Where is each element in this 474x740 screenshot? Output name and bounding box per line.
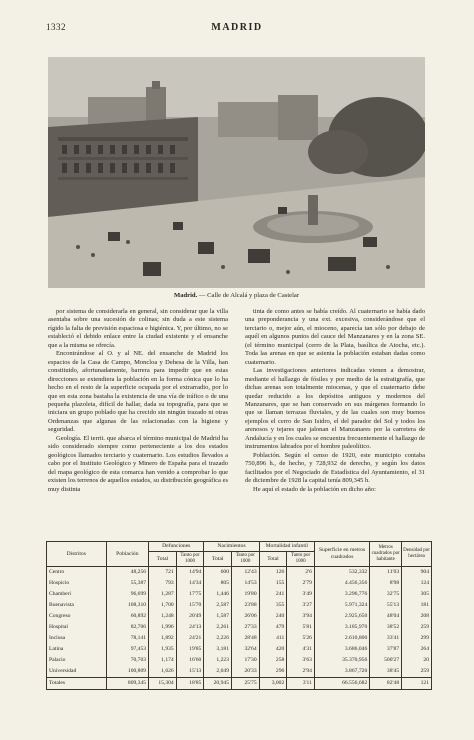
value-cell: 26'06 <box>232 611 260 622</box>
value-cell: 721 <box>149 567 177 579</box>
value-cell: 5'81 <box>287 622 315 633</box>
district-cell: Hospital <box>47 622 107 633</box>
district-cell: Buenavista <box>47 600 107 611</box>
value-cell: 14'94 <box>176 567 204 579</box>
district-cell: Latina <box>47 644 107 655</box>
value-cell: 1,446 <box>204 589 232 600</box>
value-cell: 3'49 <box>287 589 315 600</box>
value-cell: 12'43 <box>232 567 260 579</box>
value-cell: 82,706 <box>106 622 149 633</box>
value-cell: 3,181 <box>204 644 232 655</box>
value-cell: 3,002 <box>259 678 287 690</box>
value-cell: 55'13 <box>370 600 402 611</box>
value-cell: 1,892 <box>149 633 177 644</box>
photo-illustration <box>48 57 425 288</box>
district-cell: Inclusa <box>47 633 107 644</box>
value-cell: 14'34 <box>176 578 204 589</box>
value-cell: 66.556,682 <box>314 678 369 690</box>
value-cell: 2'6 <box>287 567 315 579</box>
value-cell: 3'11 <box>287 678 315 690</box>
value-cell: 19'85 <box>176 644 204 655</box>
value-cell: 60,892 <box>106 611 149 622</box>
table-row <box>47 567 432 579</box>
table-total-row <box>47 678 432 690</box>
value-cell: 15,304 <box>149 678 177 690</box>
value-cell: 19'80 <box>232 589 260 600</box>
district-cell: Universidad <box>47 666 107 678</box>
value-cell: 2.925,650 <box>314 611 369 622</box>
value-cell: 3'94 <box>287 611 315 622</box>
value-cell: 20'49 <box>176 611 204 622</box>
value-cell: 3.686,046 <box>314 644 369 655</box>
district-cell: Totales <box>47 678 107 690</box>
value-cell: 1,996 <box>149 622 177 633</box>
district-cell: Chamberí <box>47 589 107 600</box>
value-cell: 2,049 <box>204 666 232 678</box>
value-cell: 2,261 <box>204 622 232 633</box>
value-cell: 3.867,720 <box>314 666 369 678</box>
running-title: MADRID <box>211 22 263 33</box>
value-cell: 5.971,324 <box>314 600 369 611</box>
district-cell: Hospicio <box>47 578 107 589</box>
value-cell: 1,626 <box>149 666 177 678</box>
caption-text: — Calle de Alcalá y plaza de Castelar <box>197 292 300 299</box>
value-cell: 25'75 <box>232 678 260 690</box>
value-cell: 16'60 <box>176 655 204 666</box>
value-cell: 4'31 <box>287 644 315 655</box>
header-metros-hab: Metros cuadrados por habitante <box>370 542 402 567</box>
value-cell: 20'33 <box>232 666 260 678</box>
district-cell: Palacio <box>47 655 107 666</box>
caption-place: Madrid. <box>173 292 198 299</box>
value-cell: 48,256 <box>106 567 149 579</box>
value-cell: 2,587 <box>204 600 232 611</box>
value-cell: 259 <box>402 666 432 678</box>
value-cell: 37'87 <box>370 644 402 655</box>
paragraph: Las investigaciones anteriores indicadas vienen a demostrar, mediante el hallazgo de fósiles y por medio de la estratigrafía, que dichas arenas son totalmente miocenas, y que el cuaternario debe quedar reducido a los depósitos antiguos y modernos del Manzanares, que se han conservado en sus márgenes formando lo que se llaman terrazas fluviales, y de las cuales son muy buenos ejemplos el cerro de San Isidro, el del parador del Sol y todos los arenosos y tejares que jalonan el Manzanares por la carretera de Andalucía y en los cuales se encuentra frecuentemente el hallazgo de instrumentos labrados por el hombre paleolítico. <box>245 367 425 451</box>
value-cell: 181 <box>402 600 432 611</box>
text-column-left <box>48 308 228 538</box>
value-cell: 296 <box>259 666 287 678</box>
header-distritos: Distritos <box>47 542 107 567</box>
photo-caption <box>48 292 425 299</box>
value-cell: 96,699 <box>106 589 149 600</box>
value-cell: 1,287 <box>149 589 177 600</box>
value-cell: 17'30 <box>232 655 260 666</box>
table-row <box>47 622 432 633</box>
subheader-total: Total <box>204 552 232 567</box>
value-cell: 208 <box>402 611 432 622</box>
value-cell: 8'98 <box>370 578 402 589</box>
table-row <box>47 666 432 678</box>
value-cell: 4.456,356 <box>314 578 369 589</box>
paragraph: tinta de como antes se había creído. Al cuaternario se había dado una preponderancia y una ext. excesiva, considerándose que el terciario o, mejor aún, el mioceno, aparecía tan sólo por debajo de aquél en algunos puntos del cauce del Manzanares y en la zona SE. (el término municipal (cerro de la Plata, basílica de Atocha, etc.). Toda las arenas en que se asienta la población estaban dadas como cuaternario. <box>245 308 425 366</box>
value-cell: 793 <box>149 578 177 589</box>
value-cell: 18'85 <box>176 678 204 690</box>
population-table <box>46 541 432 690</box>
header-superficie: Superficie en metros cuadrados <box>314 542 369 567</box>
value-cell: 24'21 <box>176 633 204 644</box>
subheader-tanto: Tanto por 1000 <box>232 552 260 567</box>
paragraph: Geología. El territ. que abarca el término municipal de Madrid ha sido considerado siempre como perteneciente a los dos estados geológicos llamados terciario y cuaternario. Los estudios llevados a cabo por el Instituto Geológico y Minero de España para el trazado del mapa geológico de esta comarca han venido a comprobar lo que existen los terrenos de aquellos estados, su distribución geográfica es muy distinta <box>48 434 228 493</box>
value-cell: 5'26 <box>287 633 315 644</box>
photograph <box>48 57 425 288</box>
header-poblacion: Población <box>106 542 149 567</box>
value-cell: 355 <box>259 600 287 611</box>
statistics-table <box>46 541 432 690</box>
value-cell: 32'75 <box>370 589 402 600</box>
paragraph: por sistema de considerarla en general, sin considerar que la villa asentaba sobre una sucesión de colinas; sin duda a este sistema rígido la falta de previsión espaciosa e higiénica. Y, por último, no se estableció el debido enlace entre la ciudad existente y el ensanche que a la misma se ofrecía. <box>48 308 228 349</box>
subheader-tanto: Tanto por 1000 <box>287 552 315 567</box>
table-body <box>47 567 432 690</box>
value-cell: 258 <box>259 655 287 666</box>
value-cell: 33'41 <box>370 633 402 644</box>
value-cell: 1,935 <box>149 644 177 655</box>
paragraph: Población. Según el censo de 1920, este municipio contaba 750,896 h., de hecho, y 728,932 de derecho, y según los datos facilitados por el Negociado de Estadística del Ayuntamiento, el 31 de diciembre de 1928 la capital tenía 809,345 h. <box>245 451 425 485</box>
value-cell: 305 <box>402 589 432 600</box>
subheader-total: Total <box>149 552 177 567</box>
page-header <box>46 22 428 36</box>
value-cell: 2'79 <box>287 578 315 589</box>
value-cell: 259 <box>402 622 432 633</box>
value-cell: 27'33 <box>232 622 260 633</box>
page-number: 1332 <box>46 22 66 32</box>
table-row <box>47 611 432 622</box>
value-cell: 3.185,970 <box>314 622 369 633</box>
value-cell: 241 <box>259 589 287 600</box>
value-cell: 55,387 <box>106 578 149 589</box>
value-cell: 264 <box>402 644 432 655</box>
header-densidad: Densidad por hectárea <box>402 542 432 567</box>
district-cell: Centro <box>47 567 107 579</box>
header-defunciones: Defunciones <box>149 542 204 552</box>
value-cell: 1,587 <box>204 611 232 622</box>
table-row <box>47 633 432 644</box>
value-cell: 805 <box>204 578 232 589</box>
value-cell: 532,332 <box>314 567 369 579</box>
value-cell: 904 <box>402 567 432 579</box>
table-row <box>47 655 432 666</box>
subheader-tanto: Tanto por 1000 <box>176 552 204 567</box>
district-cell: Congreso <box>47 611 107 622</box>
value-cell: 479 <box>259 622 287 633</box>
value-cell: 11'03 <box>370 567 402 579</box>
paragraph: Encontrándose al O. y al NE. del ensanche de Madrid los espacios de la Casa de Campo, Moncloa y Dehesa de la Villa, han constituido, afortunadamente, barrera para impedir que en estas direcciones se extendiera la población en la forma cónica que lo ha hecho en el resto de la superficie ocupada por el extrarradio, por lo que en esta zona bastaba la existencia de una vía de tráfico o de una pequeña plazoleta, difícil de hallar, dada su topografía, para que se iniciara un grupo poblado que ha crecido sin ningún trazado ni otras Ordenanzas que algunas de las relacionadas con la higiene y seguridad. <box>48 350 228 434</box>
value-cell: 1,700 <box>149 600 177 611</box>
value-cell: 78,141 <box>106 633 149 644</box>
value-cell: 2.610,800 <box>314 633 369 644</box>
subheader-total: Total <box>259 552 287 567</box>
value-cell: 100,809 <box>106 666 149 678</box>
value-cell: 126 <box>259 567 287 579</box>
value-cell: 82'48 <box>370 678 402 690</box>
value-cell: 15'13 <box>176 666 204 678</box>
value-cell: 17'75 <box>176 589 204 600</box>
value-cell: 23'88 <box>232 600 260 611</box>
value-cell: 600 <box>204 567 232 579</box>
value-cell: 155 <box>259 578 287 589</box>
value-cell: 240 <box>259 611 287 622</box>
value-cell: 32'64 <box>232 644 260 655</box>
value-cell: 1,174 <box>149 655 177 666</box>
value-cell: 14'53 <box>232 578 260 589</box>
value-cell: 35.370,956 <box>314 655 369 666</box>
value-cell: 121 <box>402 678 432 690</box>
value-cell: 500'27 <box>370 655 402 666</box>
value-cell: 1,248 <box>149 611 177 622</box>
value-cell: 48'04 <box>370 611 402 622</box>
value-cell: 108,310 <box>106 600 149 611</box>
value-cell: 24'13 <box>176 622 204 633</box>
table-row <box>47 578 432 589</box>
value-cell: 38'52 <box>370 622 402 633</box>
value-cell: 411 <box>259 633 287 644</box>
table-row <box>47 600 432 611</box>
paragraph: He aquí el estado de la población en dicho año: <box>253 485 376 493</box>
value-cell: 124 <box>402 578 432 589</box>
value-cell: 97,453 <box>106 644 149 655</box>
value-cell: 3'63 <box>287 655 315 666</box>
header-nacimientos: Nacimientos <box>204 542 259 552</box>
table-row <box>47 589 432 600</box>
value-cell: 38'45 <box>370 666 402 678</box>
table-row <box>47 644 432 655</box>
value-cell: 70,703 <box>106 655 149 666</box>
value-cell: 20 <box>402 655 432 666</box>
value-cell: 3.296,776 <box>314 589 369 600</box>
header-mortalidad: Mortalidad infantil <box>259 542 314 552</box>
value-cell: 28'48 <box>232 633 260 644</box>
value-cell: 2'94 <box>287 666 315 678</box>
text-column-right <box>245 308 425 538</box>
value-cell: 809,345 <box>106 678 149 690</box>
value-cell: 299 <box>402 633 432 644</box>
value-cell: 3'27 <box>287 600 315 611</box>
value-cell: 1,223 <box>204 655 232 666</box>
value-cell: 20,945 <box>204 678 232 690</box>
value-cell: 2,226 <box>204 633 232 644</box>
value-cell: 420 <box>259 644 287 655</box>
value-cell: 15'70 <box>176 600 204 611</box>
